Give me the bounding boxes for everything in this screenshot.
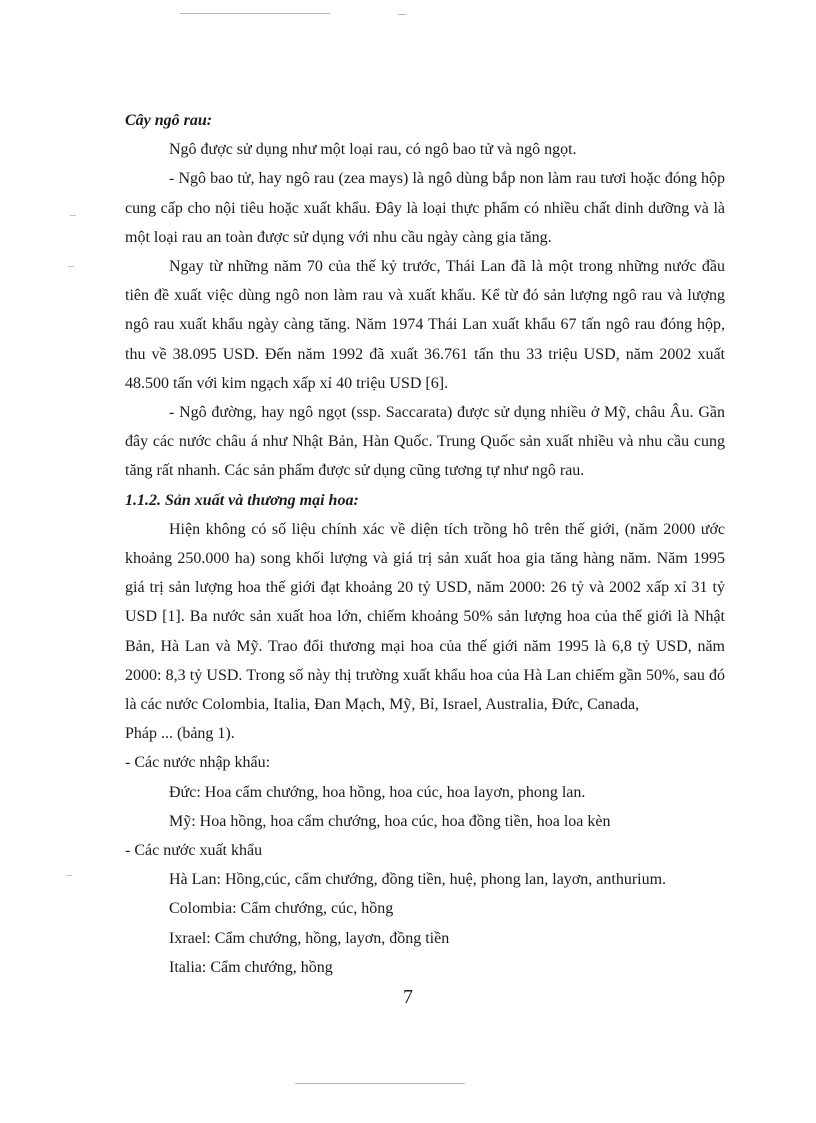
page-number: 7 — [403, 986, 413, 1008]
scan-artifact-left — [68, 266, 74, 267]
paragraph-thailand-export: Ngay từ những năm 70 của thế kỷ trước, Thái Lan đã là một trong những nước đầu tiên đề xuất việc dùng ngô non làm rau và xuất khẩu. Kể từ đó sản lượng ngô rau và lượng ngô rau xuất khẩu ngày càng tăng. Năm 1974 Thái Lan xuất khẩu 67 tấn ngô rau đóng hộp, thu về 38.095 USD. Đến năm 1992 đã xuất 36.761 tấn thu 33 triệu USD, năm 2002 xuất 48.500 tấn với kim ngạch xấp xỉ 40 triệu USD [6]. — [125, 258, 725, 392]
importers-label: - Các nước nhập khẩu: — [125, 754, 271, 772]
scan-artifact-left — [66, 875, 72, 876]
paragraph-corn-intro: Ngô được sử dụng như một loại rau, có ngô bao tử và ngô ngọt. — [169, 141, 577, 159]
exporter-item: Hà Lan: Hồng,cúc, cẩm chướng, đồng tiền, huệ, phong lan, layơn, anthurium. — [169, 871, 667, 889]
paragraph-flower-stats: Hiện không có số liệu chính xác về diện tích trồng hô trên thế giới, (năm 2000 ước khoảng 250.000 ha) song khối lượng và giá trị sản xuất hoa gia tăng hàng năm. Năm 1995 giá trị sản lượng hoa thế giới đạt khoảng 20 tỷ USD, năm 2000: 26 tỷ và 2002 xấp xỉ 31 tỷ USD [1]. Ba nước sản xuất hoa lớn, chiếm khoảng 50% sản lượng hoa của thế giới là Nhật Bản, Hà Lan và Mỹ. Trao đổi thương mại hoa của thế giới năm 1995 là 6,8 tỷ USD, năm 2000: 8,3 tỷ USD. Trong số này thị trường xuất khẩu hoa của Hà Lan chiếm gần 50%, sau đó là các nước Colombia, Italia, Đan Mạch, Mỹ, Bỉ, Israel, Australia, Đức, Canada, — [125, 520, 725, 714]
section-title: Sản xuất và thương mại hoa: — [165, 491, 359, 509]
importer-item: Đức: Hoa cẩm chướng, hoa hồng, hoa cúc, hoa layơn, phong lan. — [169, 783, 586, 801]
paragraph-sweet-corn: - Ngô đường, hay ngô ngọt (ssp. Saccarata) được sử dụng nhiều ở Mỹ, châu Âu. Gần đây các nước châu á như Nhật Bản, Hàn Quốc. Trung Quốc sản xuất nhiều và nhu cầu cung tăng rất nhanh. Các sản phẩm được sử dụng cũng tương tự như ngô rau. — [125, 404, 725, 480]
scan-artifact-top — [180, 13, 330, 14]
section-number: 1.1.2. — [125, 491, 161, 509]
importer-item: Mỹ: Hoa hồng, hoa cẩm chướng, hoa cúc, hoa đồng tiền, hoa loa kèn — [169, 812, 611, 830]
scan-artifact-left — [70, 215, 76, 216]
scan-artifact-top-right — [398, 14, 406, 15]
exporter-item: Italia: Cẩm chướng, hồng — [169, 958, 333, 976]
page-body — [125, 106, 725, 982]
section-heading-flower-trade — [125, 486, 725, 515]
exporters-label: - Các nước xuất khẩu — [125, 842, 263, 860]
scan-artifact-bottom — [295, 1083, 465, 1084]
section-heading-baby-corn: Cây ngô rau: — [125, 112, 213, 129]
exporter-item: Ixrael: Cẩm chướng, hồng, layơn, đồng tiền — [169, 929, 450, 947]
paragraph-baby-corn: - Ngô bao tử, hay ngô rau (zea mays) là ngô dùng bắp non làm rau tươi hoặc đóng hộp cung cấp cho nội tiêu hoặc xuất khẩu. Đây là loại thực phẩm có nhiều chất dinh dưỡng và là một loại rau an toàn được sử dụng với nhu cầu ngày càng gia tăng. — [125, 170, 725, 246]
exporter-item: Colombia: Cẩm chướng, cúc, hồng — [169, 900, 394, 918]
paragraph-flower-stats-end: Pháp ... (bảng 1). — [125, 725, 235, 743]
